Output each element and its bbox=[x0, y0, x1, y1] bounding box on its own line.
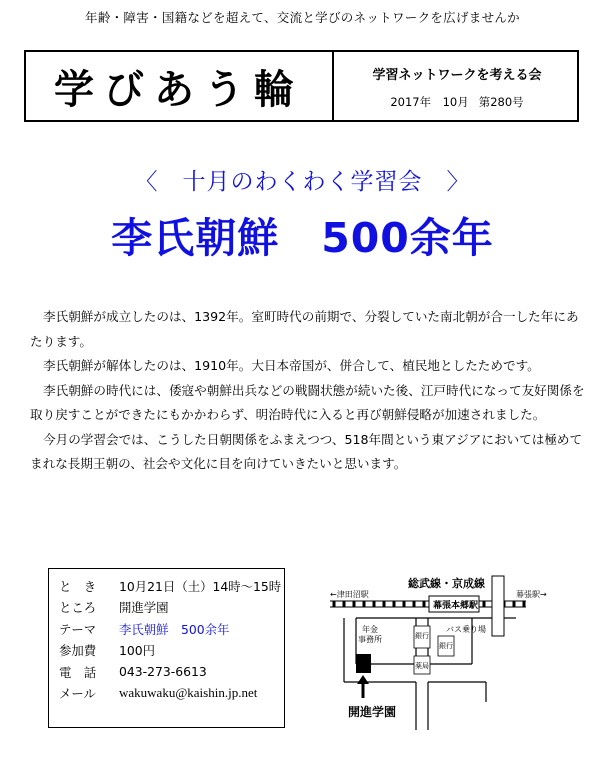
info-row-when bbox=[59, 575, 284, 597]
school-label: 開進学園 bbox=[348, 705, 397, 719]
road-vertical-right bbox=[492, 576, 504, 636]
fee-label: 参加費 bbox=[59, 643, 97, 659]
masthead-divider bbox=[332, 52, 334, 120]
issue-info bbox=[338, 94, 576, 110]
arrow-head-icon bbox=[357, 675, 369, 684]
bank-label: 銀行 bbox=[415, 632, 429, 640]
station-left: ←津田沼駅 bbox=[330, 590, 369, 599]
masthead-meta bbox=[338, 64, 576, 110]
where-value: 開進学園 bbox=[119, 600, 169, 616]
article-body bbox=[30, 305, 585, 477]
masthead-box bbox=[24, 50, 579, 122]
pension-office-label: 年金 bbox=[362, 625, 378, 634]
bus-stop-label: バス乗り場 bbox=[446, 625, 486, 634]
info-row-where bbox=[59, 597, 284, 619]
paragraph: 李氏朝鮮が成立したのは、1392年。室町時代の前期で、分裂していた南北朝が合一した年にあたります。 bbox=[30, 309, 579, 349]
when-value: 10月21日（土）14時～15時 bbox=[119, 578, 282, 594]
where-label: ところ bbox=[59, 600, 97, 616]
pharmacy-label: 薬局 bbox=[415, 662, 429, 670]
paragraph: 李氏朝鮮が解体したのは、1910年。大日本帝国が、併合して、植民地としたためです。 bbox=[43, 358, 540, 373]
newsletter-title: 学びあう輪 bbox=[54, 65, 304, 113]
phone-label: 電 話 bbox=[59, 664, 97, 680]
station-right: 幕張駅→ bbox=[516, 590, 547, 599]
event-title: 〈 十月のわくわく学習会 〉 bbox=[134, 169, 471, 195]
when-label: と き bbox=[59, 578, 97, 594]
main-title: 李氏朝鮮 500余年 bbox=[111, 214, 494, 262]
issue-date: 2017年 10月 bbox=[390, 95, 469, 109]
info-row-theme bbox=[59, 618, 284, 640]
theme-label: テーマ bbox=[59, 621, 97, 637]
access-map bbox=[326, 572, 598, 734]
line-label: 総武線・京成線 bbox=[408, 577, 485, 590]
paragraph: 李氏朝鮮の時代には、倭寇や朝鮮出兵などの戦闘状態が続いた後、江戸時代になって友好関係を取り戻すことができたにもかかわらず、明治時代に入ると再び朝鮮侵略が加速されました。 bbox=[30, 382, 585, 422]
info-row-mail bbox=[59, 683, 284, 705]
mail-label: メール bbox=[59, 686, 96, 702]
mail-value[interactable]: wakuwaku@kaishin.jp.net bbox=[119, 685, 258, 701]
info-row-fee bbox=[59, 640, 284, 662]
event-info-box bbox=[48, 568, 285, 728]
station-main: 幕張本郷駅 bbox=[433, 601, 479, 611]
bank2-label: 銀行 bbox=[439, 642, 453, 650]
school-marker bbox=[356, 654, 371, 673]
paragraph: 今月の学習会では、こうした日朝関係をふまえつつ、518年間という東アジアにおいては極めてまれな長期王朝の、社会や文化に目を向けていきたいと思います。 bbox=[30, 431, 583, 471]
phone-value: 043-273-6613 bbox=[119, 664, 207, 680]
pension-office-label-2: 事務所 bbox=[358, 635, 382, 644]
organization-name: 学習ネットワークを考える会 bbox=[372, 68, 542, 83]
info-row-phone bbox=[59, 661, 284, 683]
issue-number: 第280号 bbox=[478, 95, 524, 109]
theme-value: 李氏朝鮮 500余年 bbox=[119, 621, 230, 637]
fee-value: 100円 bbox=[119, 643, 156, 659]
tagline: 年齢・障害・国籍などを超えて、交流と学びのネットワークを広げませんか bbox=[85, 10, 520, 25]
